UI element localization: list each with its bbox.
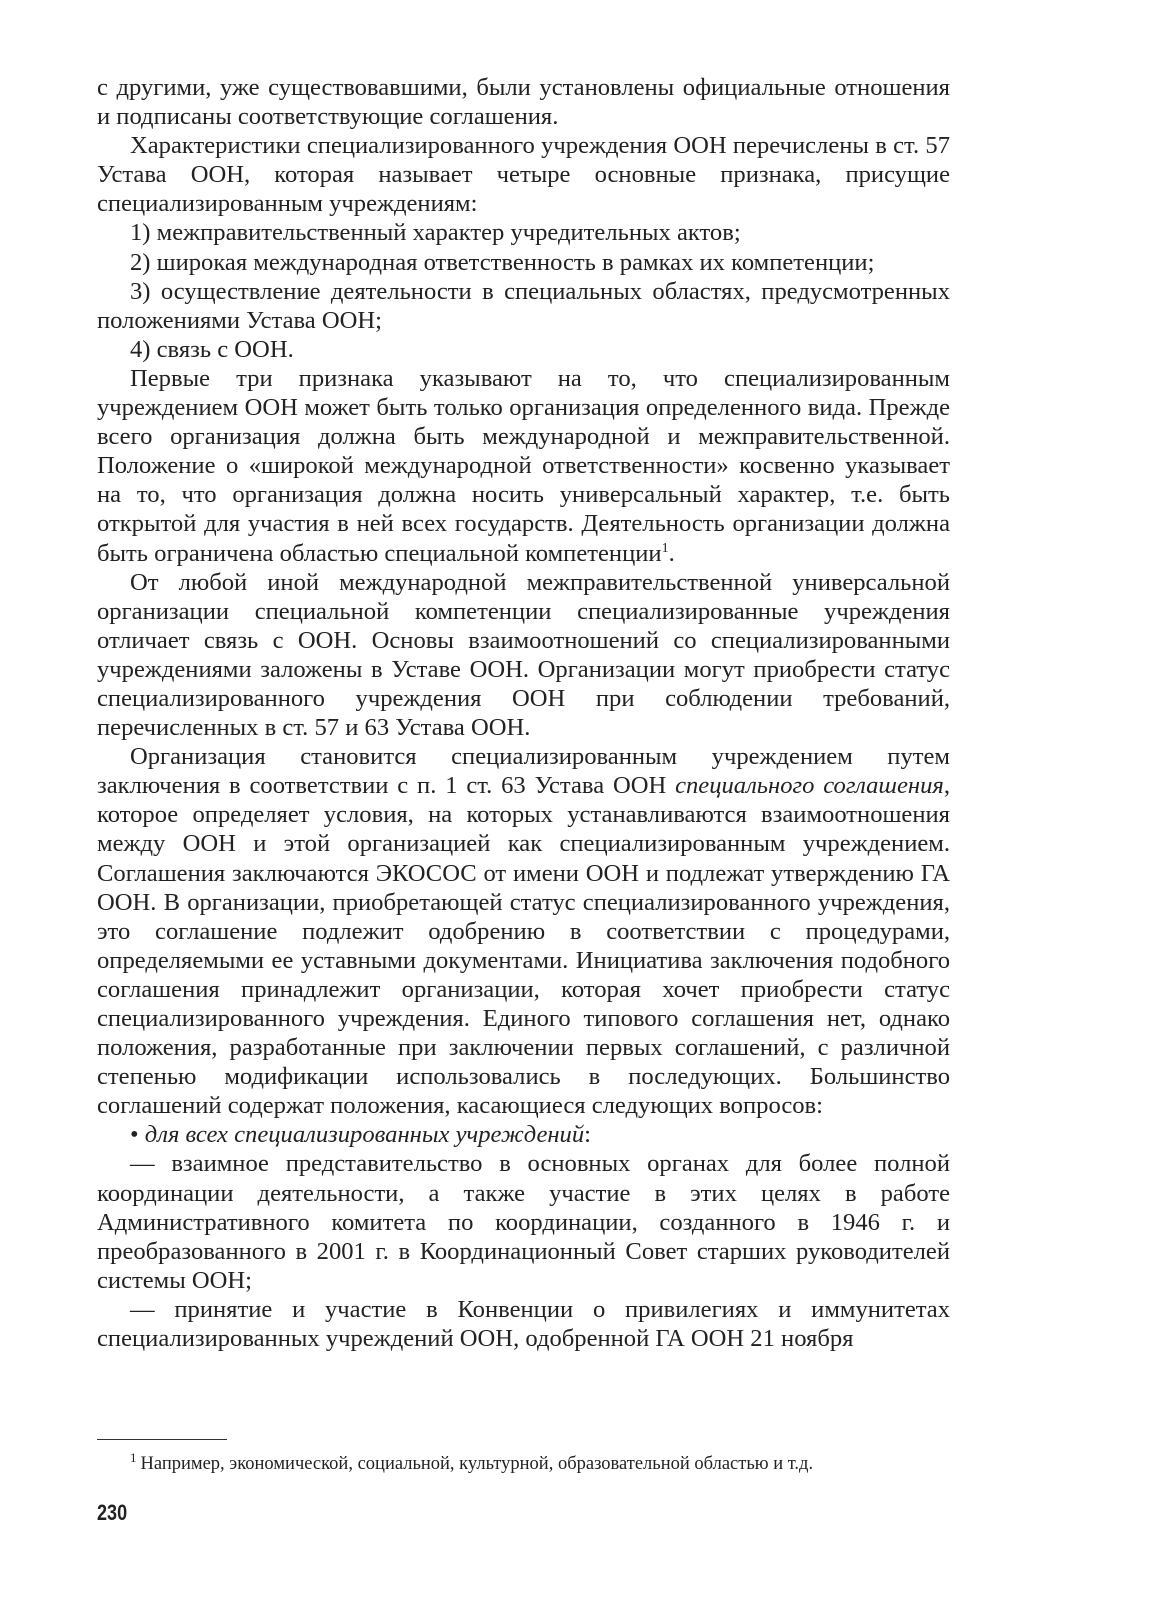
paragraph-italic-term: специального соглашения [675,772,944,800]
paragraph-link-with-un: От любой иной международной межправительственной универсальной организации специальной компетенции специализированные учреждения отличает связь с ООН. Основы взаимоотношений со специализированными учреждениями заложены в Уставе ООН. Организации могут приобрести статус специализированного учреждения ООН при соблюдении требований, перечисленных в ст. 57 и 63 Устава ООН. [97,568,950,742]
footnote-mark: 1 [130,1449,137,1465]
document-body [97,73,950,1353]
paragraph-trail: . [668,539,675,567]
list-item-3: 3) осуществление деятельности в специальных областях, предусмотренных положениями Устава ООН; [97,277,950,334]
list-item-4: 4) связь с ООН. [130,335,294,363]
list-item-2: 2) широкая международная ответственность в рамках их компетенции; [130,248,875,276]
bullet-trail: : [584,1121,591,1149]
footnote-reference[interactable]: 1 [661,540,669,556]
dash-item-representation: — взаимное представительство в основных органах для более полной координации деятельности, а также участие в этих целях в работе Административного комитета по координации, созданного в 1946 г. и преобразованного в 2001 г. в Координационный Совет старших руководителей системы ООН; [97,1150,950,1294]
bullet-mark: • [130,1121,139,1149]
footnote-divider [97,1439,227,1440]
footnote [130,1449,960,1476]
bullet-item [97,1120,950,1149]
footnote-text: Например, экономической, социальной, культурной, образовательной областью и т.д. [140,1454,814,1474]
paragraph-text-before: Организация становится специализированным учреждением путем заключения в соответствии с п. 1 ст. 63 Устава ООН [97,743,950,800]
paragraph-first-three-criteria [97,364,950,568]
paragraph-characteristics-intro: Характеристики специализированного учреждения ООН перечислены в ст. 57 Устава ООН, которая называет четыре основные признака, присущие специализированным учреждениям: [97,132,950,218]
bullet-italic-text: для всех специализированных учреждений [144,1121,585,1149]
paragraph-special-agreement [97,742,950,1120]
dash-item-convention: — принятие и участие в Конвенции о привилегиях и иммунитетах специализированных учреждений ООН, одобренной ГА ООН 21 ноября [97,1295,950,1353]
paragraph-text: Первые три признака указывают на то, что специализированным учреждением ООН может быть только организация определенного вида. Прежде всего организация должна быть международной и межправительственной. Положение о «широкой международной ответственности» косвенно указывает на то, что организация должна носить универсальный характер, т.е. быть открытой для участия в ней всех государств. Деятельность организации должна быть ограничена областью специальной компетенции [97,364,950,567]
paragraph-continuation: с другими, уже существовавшими, были установлены официальные отношения и подписаны соответствующие соглашения. [97,74,950,131]
list-item-1: 1) межправительственный характер учредительных актов; [130,219,741,247]
paragraph-text-after: , которое определяет условия, на которых устанавливаются взаимоотношения между ООН и этой организацией как специализированным учреждением. Соглашения заключаются ЭКОСОС от имени ООН и подлежат утверждению ГА ООН. В организации, приобретающей статус специализированного учреждения, это соглашение подлежит одобрению в соответствии с процедурами, определяемыми ее уставными документами. Инициатива заключения подобного соглашения принадлежит организации, которая хочет приобрести статус специализированного учреждения. Единого типового соглашения нет, однако положения, разработанные при заключении первых соглашений, с различной степенью модификации использовались в последующих. Большинство соглашений содержат положения, касающиеся следующих вопросов: [97,772,950,1120]
page-number: 230 [97,1500,128,1525]
